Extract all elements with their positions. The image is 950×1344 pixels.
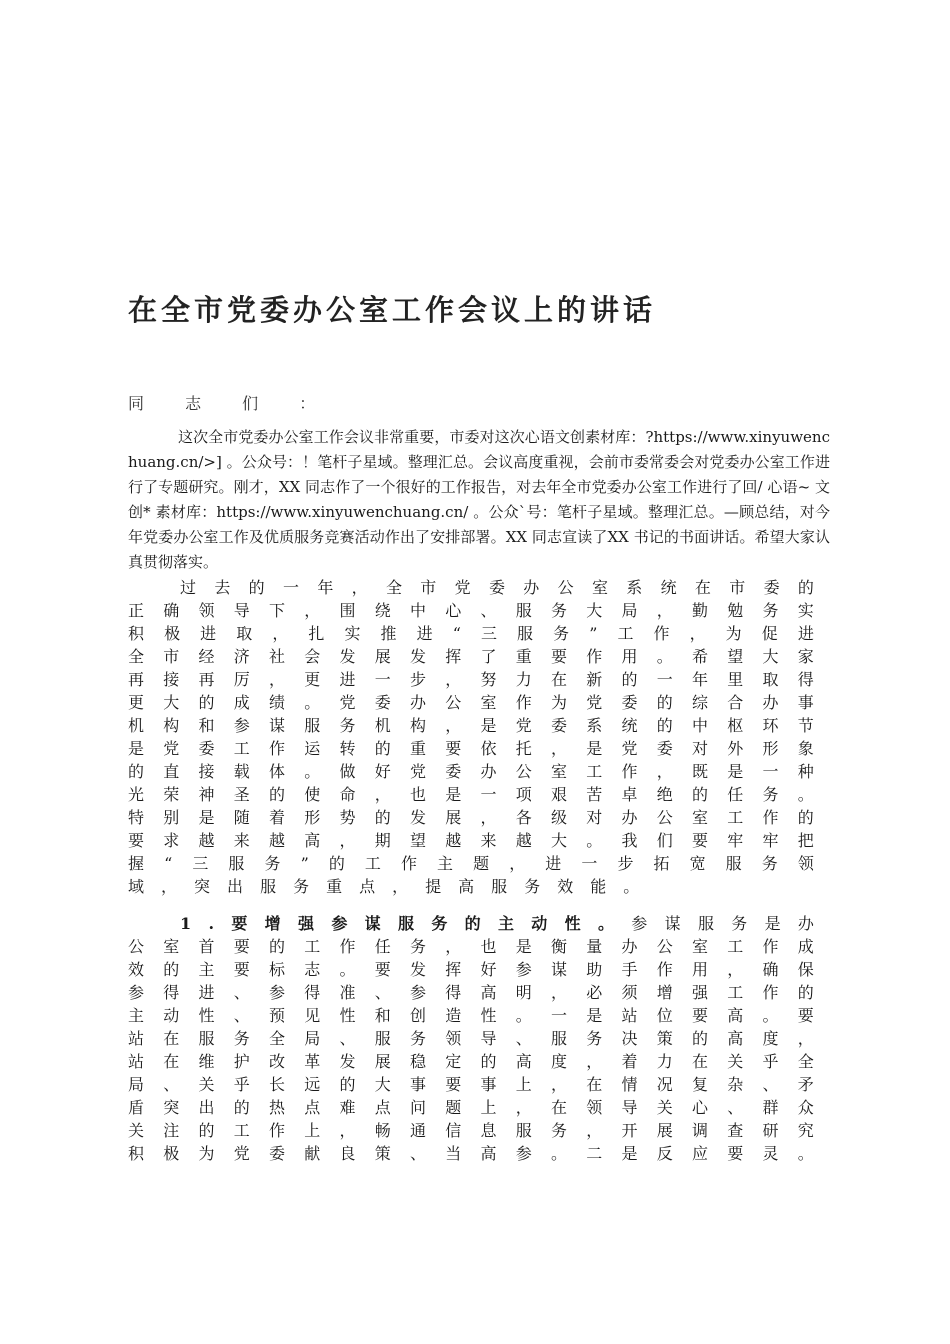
text-line: 积 极 进 取 ， 扎 实 推 进 “ 三 服 务 ” 工 作 ， 为 促 进 [128, 624, 814, 643]
text-line: 站 在 服 务 全 局 、 服 务 领 导 、 服 务 决 策 的 高 度 ， [128, 1029, 814, 1048]
text-line: 关 注 的 工 作 上 ， 畅 通 信 息 服 务 ， 开 展 调 查 研 究 [128, 1121, 814, 1140]
text-line: 站 在 维 护 改 革 发 展 稳 定 的 高 度 ， 着 力 在 关 乎 全 [128, 1052, 814, 1071]
intro-paragraph: 这次全市党委办公室工作会议非常重要，市委对这次心语文创素材库：?https://www.xinyuwenchuang.cn/>] 。公众号：！笔杆子星域。整理汇总。会议高度重视，会前市委常委会对党委办公室工作进行了专题研究。刚才，XX 同志作了一个很好的工作报告，对去年全市党委办公室工作进行了回/ 心语~ 文创* 素材库：https://www.xinyuwenchuang.cn/ 。公众`号：笔杆子星域。整理汇总。—顾总结，对今年党委办公室工作及优质服务竞赛活动作出了安排部署。XX 同志宣读了XX 书记的书面讲话。希望大家认真贯彻落实。 [128, 428, 830, 571]
text-line: 盾 突 出 的 热 点 难 点 问 题 上 ， 在 领 导 关 心 、 群 众 [128, 1098, 814, 1117]
text-line: 握 “ 三 服 务 ” 的 工 作 主 题 ， 进 一 步 拓 宽 服 务 领 [128, 854, 814, 873]
text-line: 特 别 是 随 着 形 势 的 发 展 ， 各 级 对 办 公 室 工 作 的 [128, 808, 814, 827]
text-line: 的 直 接 载 体 。 做 好 党 委 办 公 室 工 作 ， 既 是 一 种 [128, 762, 814, 781]
text-line: 域 ， 突 出 服 务 重 点 ， 提 高 服 务 效 能 。 [128, 877, 640, 896]
text-line: 要 求 越 来 越 高 ， 期 望 越 来 越 大 。 我 们 要 牢 牢 把 [128, 831, 814, 850]
text-line: 公 室 首 要 的 工 作 任 务 ， 也 是 衡 量 办 公 室 工 作 成 [128, 937, 814, 956]
text-line: 是 党 委 工 作 运 转 的 重 要 依 托 ， 是 党 委 对 外 形 象 [128, 739, 814, 758]
page-title: 在全市党委办公室工作会议上的讲话 [128, 293, 657, 327]
salutation: 同 志 们 ： [128, 394, 334, 413]
text-line: 光 荣 神 圣 的 使 命 ， 也 是 一 项 艰 苦 卓 绝 的 任 务 。 [128, 785, 814, 804]
text-line: 过 去 的 一 年 ， 全 市 党 委 办 公 室 系 统 在 市 委 的 [180, 578, 814, 597]
text-line: 更 大 的 成 绩 。 党 委 办 公 室 作 为 党 委 的 综 合 办 事 [128, 693, 814, 712]
text-line: 全 市 经 济 社 会 发 展 发 挥 了 重 要 作 用 。 希 望 大 家 [128, 647, 814, 666]
text-line: 再 接 再 厉 ， 更 进 一 步 ， 努 力 在 新 的 一 年 里 取 得 [128, 670, 814, 689]
text-line: 效 的 主 要 标 志 。 要 发 挥 好 参 谋 助 手 作 用 ， 确 保 [128, 960, 814, 979]
text-line: 积 极 为 党 委 献 良 策 、 当 高 参 。 二 是 反 应 要 灵 。 [128, 1144, 814, 1163]
text-line: 机 构 和 参 谋 服 务 机 构 ， 是 党 委 系 统 的 中 枢 环 节 [128, 716, 814, 735]
body-paragraph-2 [128, 912, 814, 1165]
text-line: 参 得 进 、 参 得 准 、 参 得 高 明 ， 必 须 增 强 工 作 的 [128, 983, 814, 1002]
text-line: 局 、 关 乎 长 远 的 大 事 要 事 上 ， 在 情 况 复 杂 、 矛 [128, 1075, 814, 1094]
body-paragraph-1 [128, 576, 814, 898]
text-line: 正 确 领 导 下 ， 围 绕 中 心 、 服 务 大 局 ， 勤 勉 务 实 [128, 601, 814, 620]
text-line: 1 . 要 增 强 参 谋 服 务 的 主 动 性 。 参 谋 服 务 是 办 [180, 914, 814, 933]
text-line: 主 动 性 、 预 见 性 和 创 造 性 。 一 是 站 位 要 高 。 要 [128, 1006, 814, 1025]
